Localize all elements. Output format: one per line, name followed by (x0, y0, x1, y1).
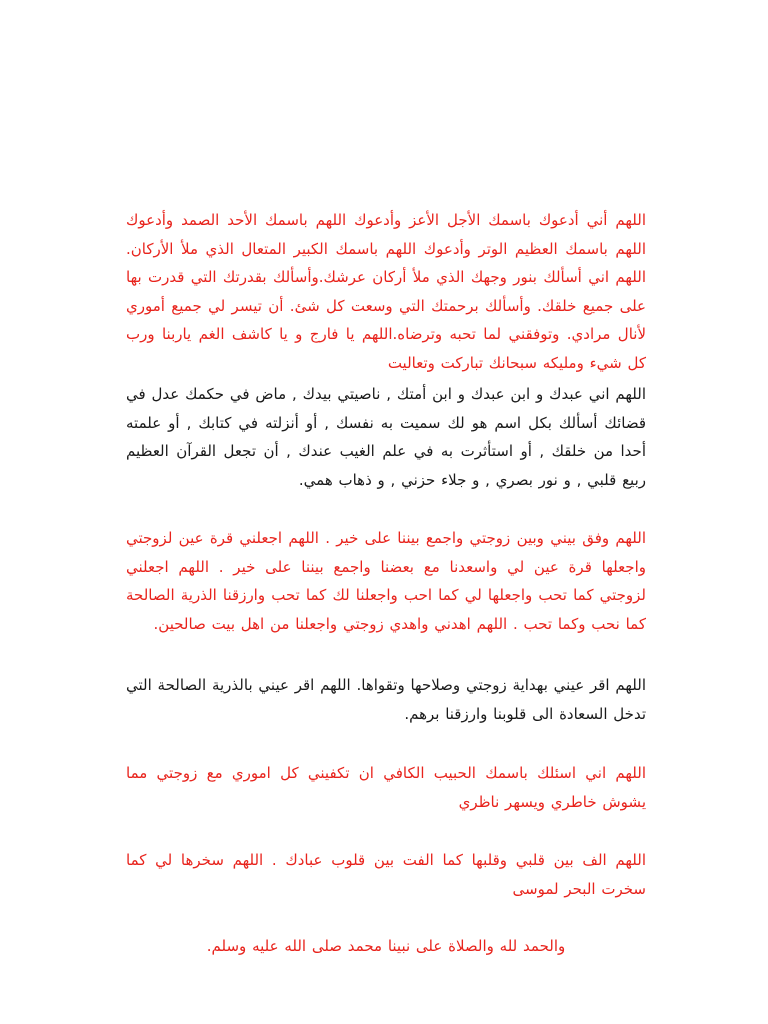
paragraph-supplication-offspring: اللهم اقر عيني بهداية زوجتي وصلاحها وتقواها. اللهم اقر عيني بالذرية الصالحة التي تدخل السعادة الى قلوبنا وارزقنا برهم. (126, 676, 646, 723)
paragraph-supplication-names: اللهم أني أدعوك باسمك الأجل الأعز وأدعوك اللهم باسمك الأحد الصمد وأدعوك اللهم باسمك العظيم الوتر وأدعوك اللهم باسمك الكبير المتعال الذي ملأ الأركان. اللهم اني أسألك بنور وجهك الذي ملأ أركان عرشك.وأسألك بقدرتك التي قدرت بها على جميع خلقك. وأسألك برحمتك التي وسعت كل شئ. أن تيسر لي جميع أموري لأنال مرادي. وتوفقني لما تحبه وترضاه.اللهم يا فارج و يا كاشف الغم ياربنا ورب كل شيء ومليكه سبحانك تباركت وتعاليت (126, 211, 646, 372)
paragraph-supplication-hearts: اللهم الف بين قلبي وقلبها كما الفت بين قلوب عبادك . اللهم سخرها لي كما سخرت البحر لموسى (126, 851, 646, 898)
paragraph-supplication-servant: اللهم اني عبدك و ابن عبدك و ابن أمتك , ناصيتي بيدك , ماض في حكمك عدل في قضائك أسألك بكل اسم هو لك سميت به نفسك , أو أنزلته في كتابك , أو علمته أحدا من خلقك , أو استأثرت به في علم الغيب عندك , أن تجعل القرآن العظيم ربيع قلبي , و نور بصري , و جلاء حزني , و ذهاب همي. (126, 385, 646, 489)
paragraph-supplication-sufficiency: اللهم اني اسئلك باسمك الحبيب الكافي ان تكفيني كل اموري مع زوجتي مما يشوش خاطري ويسهر ناظري (126, 764, 646, 811)
paragraph-supplication-spouse: اللهم وفق بيني وبين زوجتي واجمع بيننا على خير . اللهم اجعلني قرة عين لزوجتي واجعلها قرة عين لي واسعدنا مع بعضنا واجمع بيننا على خير . اللهم اجعلني لزوجتي كما تحب واجعلها لي كما احب واجعلنا لك كما تحب وارزقنا الذرية الصالحة كما نحب وكما تحب . اللهم اهدني واهدي زوجتي واجعلنا من اهل بيت صالحين. (126, 529, 646, 633)
paragraph-closing-praise: والحمد لله والصلاة على نبينا محمد صلى الله عليه وسلم. (206, 937, 566, 955)
